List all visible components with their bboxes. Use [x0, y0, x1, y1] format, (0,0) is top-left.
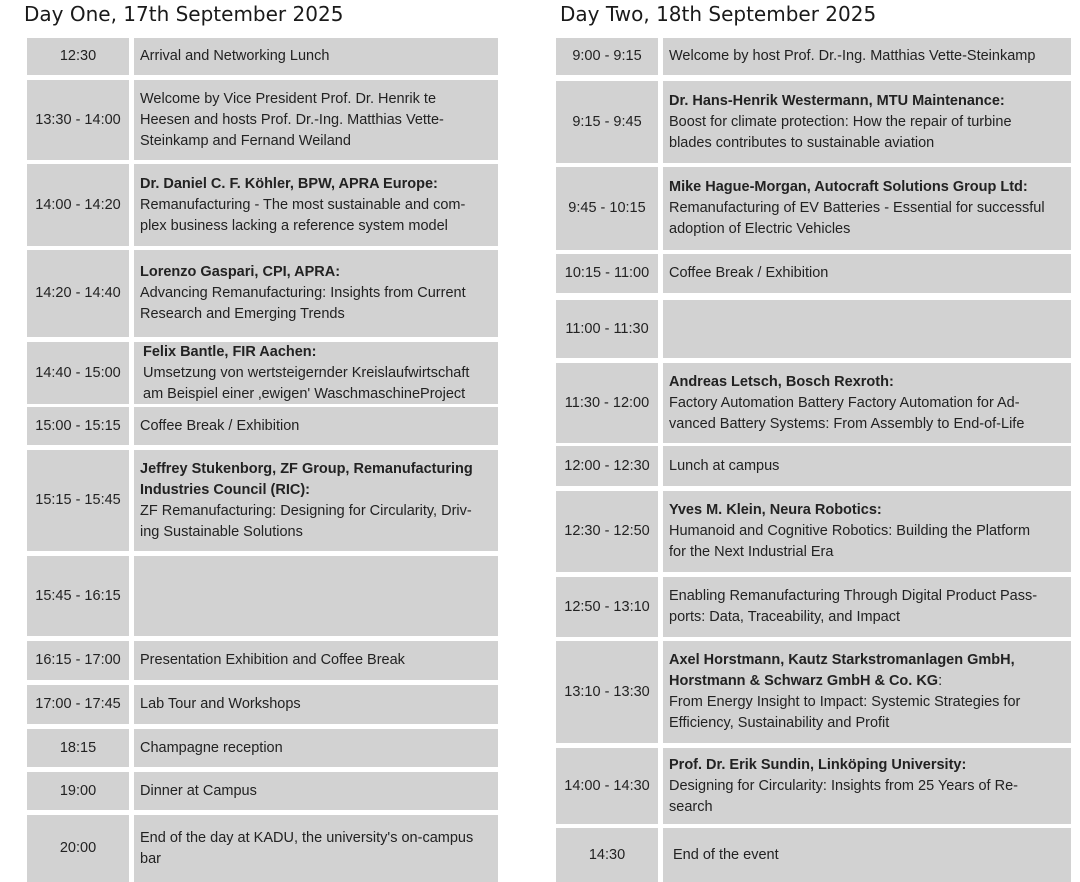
- session-title: Efficiency, Sustainability and Profit: [669, 715, 890, 731]
- session-cell: [663, 577, 1071, 637]
- session-cell: [663, 81, 1071, 163]
- session-title: Humanoid and Cognitive Robotics: Building the Platform: [669, 523, 1031, 539]
- day-one-title: Day One, 17th September 2025: [24, 2, 344, 26]
- session-line: [669, 393, 1065, 414]
- session-title: plex business lacking a reference system model: [140, 217, 448, 234]
- session-line: [140, 738, 492, 759]
- speaker-line: [669, 177, 1065, 198]
- session-cell: [134, 685, 498, 724]
- session-text: [669, 650, 1065, 734]
- schedule-row: [556, 300, 1071, 358]
- schedule-row: [27, 556, 498, 636]
- session-cell: [663, 491, 1071, 572]
- session-title: am Beispiel einer ‚ewigen' WaschmaschineProject: [143, 385, 466, 402]
- session-title: Designing for Circularity: Insights from 25 Years of Re-: [669, 777, 1018, 794]
- session-line: [669, 797, 1065, 818]
- day-two-title: Day Two, 18th September 2025: [560, 2, 877, 26]
- session-cell: [134, 450, 498, 551]
- speaker-line: [140, 480, 492, 501]
- time-slot: 10:15 - 11:00: [556, 254, 658, 293]
- session-line: [143, 384, 492, 405]
- session-line: [140, 650, 492, 671]
- session-title: ZF Remanufacturing: Designing for Circularity, Driv-: [140, 502, 472, 519]
- session-cell: [134, 729, 498, 767]
- session-line: [140, 416, 492, 437]
- session-cell: [663, 641, 1071, 743]
- time-slot: 9:00 - 9:15: [556, 38, 658, 75]
- session-title: blades contributes to sustainable aviation: [669, 134, 935, 151]
- time-slot: 12:30: [27, 38, 129, 75]
- session-cell: [134, 164, 498, 246]
- session-title: for the Next Industrial Era: [669, 544, 834, 560]
- session-text: [140, 174, 492, 237]
- session-text: [140, 262, 492, 325]
- session-title: Enabling Remanufacturing Through Digital Product Pass-: [669, 588, 1038, 604]
- schedule-row: [27, 729, 498, 767]
- time-slot: 11:30 - 12:00: [556, 363, 658, 443]
- session-cell: [663, 748, 1071, 824]
- schedule-row: [556, 577, 1071, 637]
- time-slot: 14:00 - 14:30: [556, 748, 658, 824]
- session-cell: [663, 38, 1071, 75]
- session-line: [140, 849, 492, 870]
- schedule-row: [27, 407, 498, 445]
- speaker-line: [669, 372, 1065, 393]
- speaker-line: [669, 671, 1065, 692]
- speaker-name: Andreas Letsch, Bosch Rexroth:: [669, 373, 894, 390]
- session-title: Coffee Break / Exhibition: [669, 265, 829, 281]
- schedule-row: [556, 446, 1071, 486]
- session-line: [669, 263, 1065, 284]
- speaker-name: Horstmann & Schwarz GmbH & Co. KG: [669, 673, 939, 689]
- speaker-name: Felix Bantle, FIR Aachen:: [143, 343, 317, 360]
- time-slot: 9:15 - 9:45: [556, 81, 658, 163]
- session-cell: [134, 80, 498, 160]
- session-line: [669, 414, 1065, 435]
- session-text: [669, 372, 1065, 435]
- speaker-line: [140, 174, 492, 195]
- time-slot: 20:00: [27, 815, 129, 882]
- session-line: [140, 131, 492, 152]
- time-slot: 11:00 - 11:30: [556, 300, 658, 358]
- speaker-name: Dr. Daniel C. F. Köhler, BPW, APRA Europe:: [140, 175, 438, 192]
- schedule-row: [556, 748, 1071, 824]
- schedule-row: [27, 450, 498, 551]
- session-title: Umsetzung von wertsteigernder Kreislaufwirtschaft: [143, 364, 470, 381]
- time-slot: 16:15 - 17:00: [27, 641, 129, 680]
- session-title: ports: Data, Traceability, and Impact: [669, 609, 901, 625]
- session-cell: [134, 641, 498, 680]
- speaker-name: Dr. Hans-Henrik Westermann, MTU Maintenance:: [669, 92, 1005, 109]
- session-cell: [134, 250, 498, 337]
- schedule-row: [556, 491, 1071, 572]
- speaker-line: [669, 500, 1065, 521]
- speaker-line: [140, 459, 492, 480]
- session-title: vanced Battery Systems: From Assembly to End-of-Life: [669, 415, 1025, 432]
- time-slot: 19:00: [27, 772, 129, 810]
- session-line: [140, 110, 492, 131]
- session-title: Champagne reception: [140, 739, 283, 756]
- session-line: [669, 112, 1065, 133]
- session-text: [140, 828, 492, 870]
- schedule-row: [556, 828, 1071, 882]
- session-line: [140, 522, 492, 543]
- session-line: [669, 713, 1065, 734]
- session-title: Advancing Remanufacturing: Insights from Current: [140, 285, 466, 301]
- session-cell: [134, 815, 498, 882]
- schedule-row: [27, 80, 498, 160]
- session-line: [669, 607, 1065, 628]
- time-slot: 15:15 - 15:45: [27, 450, 129, 551]
- session-text: [669, 91, 1065, 154]
- session-title: Heesen and hosts Prof. Dr.-Ing. Matthias Vette-: [140, 111, 444, 128]
- session-text: [140, 738, 492, 759]
- speaker-name: Axel Horstmann, Kautz Starkstromanlagen GmbH,: [669, 652, 1015, 668]
- session-text: [140, 650, 492, 671]
- session-title: Arrival and Networking Lunch: [140, 48, 330, 64]
- session-cell: [663, 363, 1071, 443]
- speaker-name: Lorenzo Gaspari, CPI, APRA:: [140, 264, 341, 280]
- session-line: [669, 219, 1065, 240]
- session-title: Dinner at Campus: [140, 782, 257, 799]
- session-line: [140, 304, 492, 325]
- session-text: [140, 694, 492, 715]
- session-cell: [134, 407, 498, 445]
- session-text: [143, 342, 492, 405]
- schedule-row: [556, 641, 1071, 743]
- session-text: [669, 456, 1065, 477]
- schedule-row: [27, 38, 498, 75]
- speaker-name: Industries Council (RIC):: [140, 481, 310, 498]
- session-text: [669, 263, 1065, 284]
- time-slot: 18:15: [27, 729, 129, 767]
- session-title: Lunch at campus: [669, 457, 780, 474]
- speaker-suffix: :: [938, 673, 943, 689]
- speaker-line: [143, 342, 492, 363]
- schedule-row: [27, 250, 498, 337]
- session-cell: [663, 828, 1071, 882]
- session-line: [669, 456, 1065, 477]
- session-title: Steinkamp and Fernand Weiland: [140, 132, 351, 149]
- session-line: [669, 521, 1065, 542]
- time-slot: 17:00 - 17:45: [27, 685, 129, 724]
- session-title: Coffee Break / Exhibition: [140, 417, 300, 434]
- session-line: [140, 828, 492, 849]
- session-title: bar: [140, 850, 161, 867]
- time-slot: 14:20 - 14:40: [27, 250, 129, 337]
- session-text: [140, 89, 492, 152]
- schedule-row: [27, 815, 498, 882]
- session-title: End of the day at KADU, the university's on-campus: [140, 829, 474, 846]
- time-slot: 14:00 - 14:20: [27, 164, 129, 246]
- schedule-row: [556, 254, 1071, 293]
- session-line: [140, 216, 492, 237]
- session-title: Remanufacturing - The most sustainable and com-: [140, 196, 466, 213]
- session-text: [140, 781, 492, 802]
- session-line: [669, 542, 1065, 563]
- speaker-line: [140, 262, 492, 283]
- session-cell: [663, 254, 1071, 293]
- time-slot: 14:40 - 15:00: [27, 342, 129, 404]
- session-line: [143, 363, 492, 384]
- speaker-line: [669, 755, 1065, 776]
- session-cell: [134, 556, 498, 636]
- speaker-name: Mike Hague-Morgan, Autocraft Solutions Group Ltd:: [669, 179, 1028, 195]
- schedule-row: [556, 363, 1071, 443]
- schedule-row: [27, 685, 498, 724]
- time-slot: 13:30 - 14:00: [27, 80, 129, 160]
- time-slot: 12:30 - 12:50: [556, 491, 658, 572]
- session-line: [669, 776, 1065, 797]
- schedule-row: [27, 641, 498, 680]
- session-text: [669, 46, 1065, 67]
- session-line: [140, 781, 492, 802]
- session-text: [140, 459, 492, 543]
- speaker-name: Jeffrey Stukenborg, ZF Group, Remanufacturing: [140, 460, 473, 477]
- session-line: [140, 89, 492, 110]
- session-line: [140, 283, 492, 304]
- session-cell: [663, 446, 1071, 486]
- session-text: [669, 177, 1065, 240]
- time-slot: 13:10 - 13:30: [556, 641, 658, 743]
- session-title: Factory Automation Battery Factory Automation for Ad-: [669, 394, 1020, 411]
- session-cell: [134, 342, 498, 404]
- session-text: [669, 586, 1065, 628]
- session-line: [669, 46, 1065, 67]
- session-cell: [663, 167, 1071, 250]
- session-line: [669, 198, 1065, 219]
- time-slot: 12:00 - 12:30: [556, 446, 658, 486]
- session-title: Presentation Exhibition and Coffee Break: [140, 652, 405, 668]
- day-two-schedule: [556, 38, 1071, 882]
- session-title: From Energy Insight to Impact: Systemic Strategies for: [669, 694, 1021, 710]
- time-slot: 9:45 - 10:15: [556, 167, 658, 250]
- speaker-line: [669, 91, 1065, 112]
- session-title: ing Sustainable Solutions: [140, 523, 303, 540]
- session-text: [140, 46, 492, 67]
- speaker-name: Prof. Dr. Erik Sundin, Linköping University:: [669, 756, 967, 773]
- session-cell: [134, 772, 498, 810]
- session-title: adoption of Electric Vehicles: [669, 221, 851, 237]
- time-slot: 14:30: [556, 828, 658, 882]
- speaker-name: Yves M. Klein, Neura Robotics:: [669, 502, 882, 518]
- schedule-row: [556, 81, 1071, 163]
- time-slot: 15:00 - 15:15: [27, 407, 129, 445]
- session-text: [669, 755, 1065, 818]
- time-slot: 15:45 - 16:15: [27, 556, 129, 636]
- speaker-line: [669, 650, 1065, 671]
- session-title: Boost for climate protection: How the repair of turbine: [669, 113, 1012, 130]
- schedule-row: [556, 38, 1071, 75]
- schedule-row: [27, 164, 498, 246]
- session-title: search: [669, 798, 713, 815]
- session-line: [140, 46, 492, 67]
- session-title: End of the event: [673, 846, 779, 863]
- day-one-schedule: [27, 38, 498, 882]
- session-cell: [134, 38, 498, 75]
- session-title: Research and Emerging Trends: [140, 306, 345, 322]
- session-text: [673, 845, 1065, 866]
- session-line: [140, 501, 492, 522]
- schedule-row: [27, 342, 498, 404]
- session-line: [669, 133, 1065, 154]
- session-title: Lab Tour and Workshops: [140, 696, 301, 712]
- session-text: [669, 500, 1065, 563]
- session-line: [673, 845, 1065, 866]
- session-line: [669, 586, 1065, 607]
- session-title: Remanufacturing of EV Batteries - Essential for successful: [669, 200, 1045, 216]
- schedule-row: [556, 167, 1071, 250]
- time-slot: 12:50 - 13:10: [556, 577, 658, 637]
- schedule-row: [27, 772, 498, 810]
- session-line: [140, 694, 492, 715]
- session-text: [140, 416, 492, 437]
- session-title: Welcome by host Prof. Dr.-Ing. Matthias Vette-Steinkamp: [669, 48, 1036, 64]
- session-line: [669, 692, 1065, 713]
- session-title: Welcome by Vice President Prof. Dr. Henrik te: [140, 90, 437, 107]
- session-line: [140, 195, 492, 216]
- session-cell: [663, 300, 1071, 358]
